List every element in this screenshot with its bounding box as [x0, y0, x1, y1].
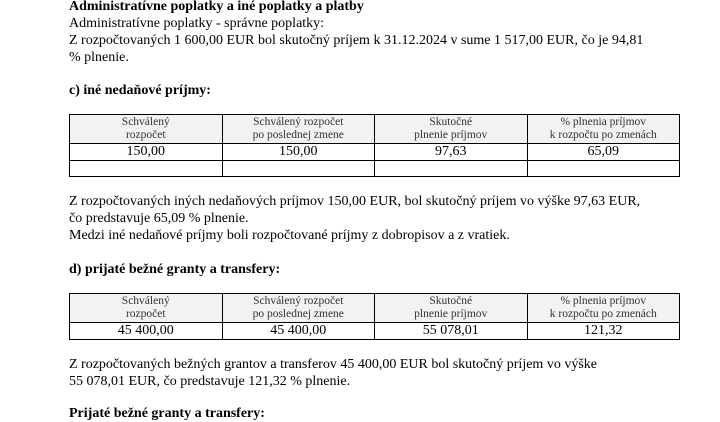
- section-c-text-line2: čo predstavuje 65,09 % plnenie.: [69, 211, 249, 226]
- table-cell: 121,32: [527, 323, 680, 340]
- section-c-table: [69, 114, 680, 177]
- cut-off-heading: Prijaté bežné granty a transfery:: [69, 406, 265, 421]
- column-header: Skutočné plnenie príjmov: [375, 115, 528, 144]
- section-c-text-line3: Medzi iné nedaňové príjmy boli rozpočtované príjmy z dobropisov a z vratiek.: [69, 228, 510, 243]
- column-header: % plnenia príjmov k rozpočtu po zmenách: [527, 115, 680, 144]
- admin-fees-text-line1: Z rozpočtovaných 1 600,00 EUR bol skutočný príjem k 31.12.2024 v sume 1 517,00 EUR, čo je 94,81: [69, 33, 644, 48]
- section-d-heading: d) prijaté bežné granty a transfery:: [69, 262, 281, 277]
- table-cell: 150,00: [222, 144, 375, 161]
- table-cell: 55 078,01: [375, 323, 528, 340]
- table-header-row: [70, 294, 680, 323]
- table-cell: 65,09: [527, 144, 680, 161]
- column-header: % plnenia príjmov k rozpočtu po zmenách: [527, 294, 680, 323]
- table-cell: 45 400,00: [70, 323, 223, 340]
- column-header: Schválený rozpočet po poslednej zmene: [222, 294, 375, 323]
- column-header: Schválený rozpočet po poslednej zmene: [222, 115, 375, 144]
- section-c-heading: c) iné nedaňové príjmy:: [69, 83, 211, 98]
- table-header-row: [70, 115, 680, 144]
- section-d-text-line2: 55 078,01 EUR, čo predstavuje 121,32 % plnenie.: [69, 374, 351, 389]
- table-cell: 150,00: [70, 144, 223, 161]
- admin-fees-subtitle: Administratívne poplatky - správne poplatky:: [69, 16, 325, 31]
- table-cell: 45 400,00: [222, 323, 375, 340]
- heading-admin-fees: Administratívne poplatky a iné poplatky a platby: [69, 0, 364, 14]
- table-row: [70, 144, 680, 161]
- table-cell: 97,63: [375, 144, 528, 161]
- admin-fees-text-line2: % plnenie.: [69, 50, 129, 65]
- section-c-text-line1: Z rozpočtovaných iných nedaňových príjmov 150,00 EUR, bol skutočný príjem vo výške 97,63 EUR,: [69, 194, 641, 209]
- section-d-text-line1: Z rozpočtovaných bežných grantov a transferov 45 400,00 EUR bol skutočný príjem vo výške: [69, 357, 597, 372]
- column-header: Skutočné plnenie príjmov: [375, 294, 528, 323]
- section-d-table: [69, 293, 680, 340]
- table-row: [70, 323, 680, 340]
- table-row-empty: [70, 161, 680, 177]
- column-header: Schválený rozpočet: [70, 294, 223, 323]
- column-header: Schválený rozpočet: [70, 115, 223, 144]
